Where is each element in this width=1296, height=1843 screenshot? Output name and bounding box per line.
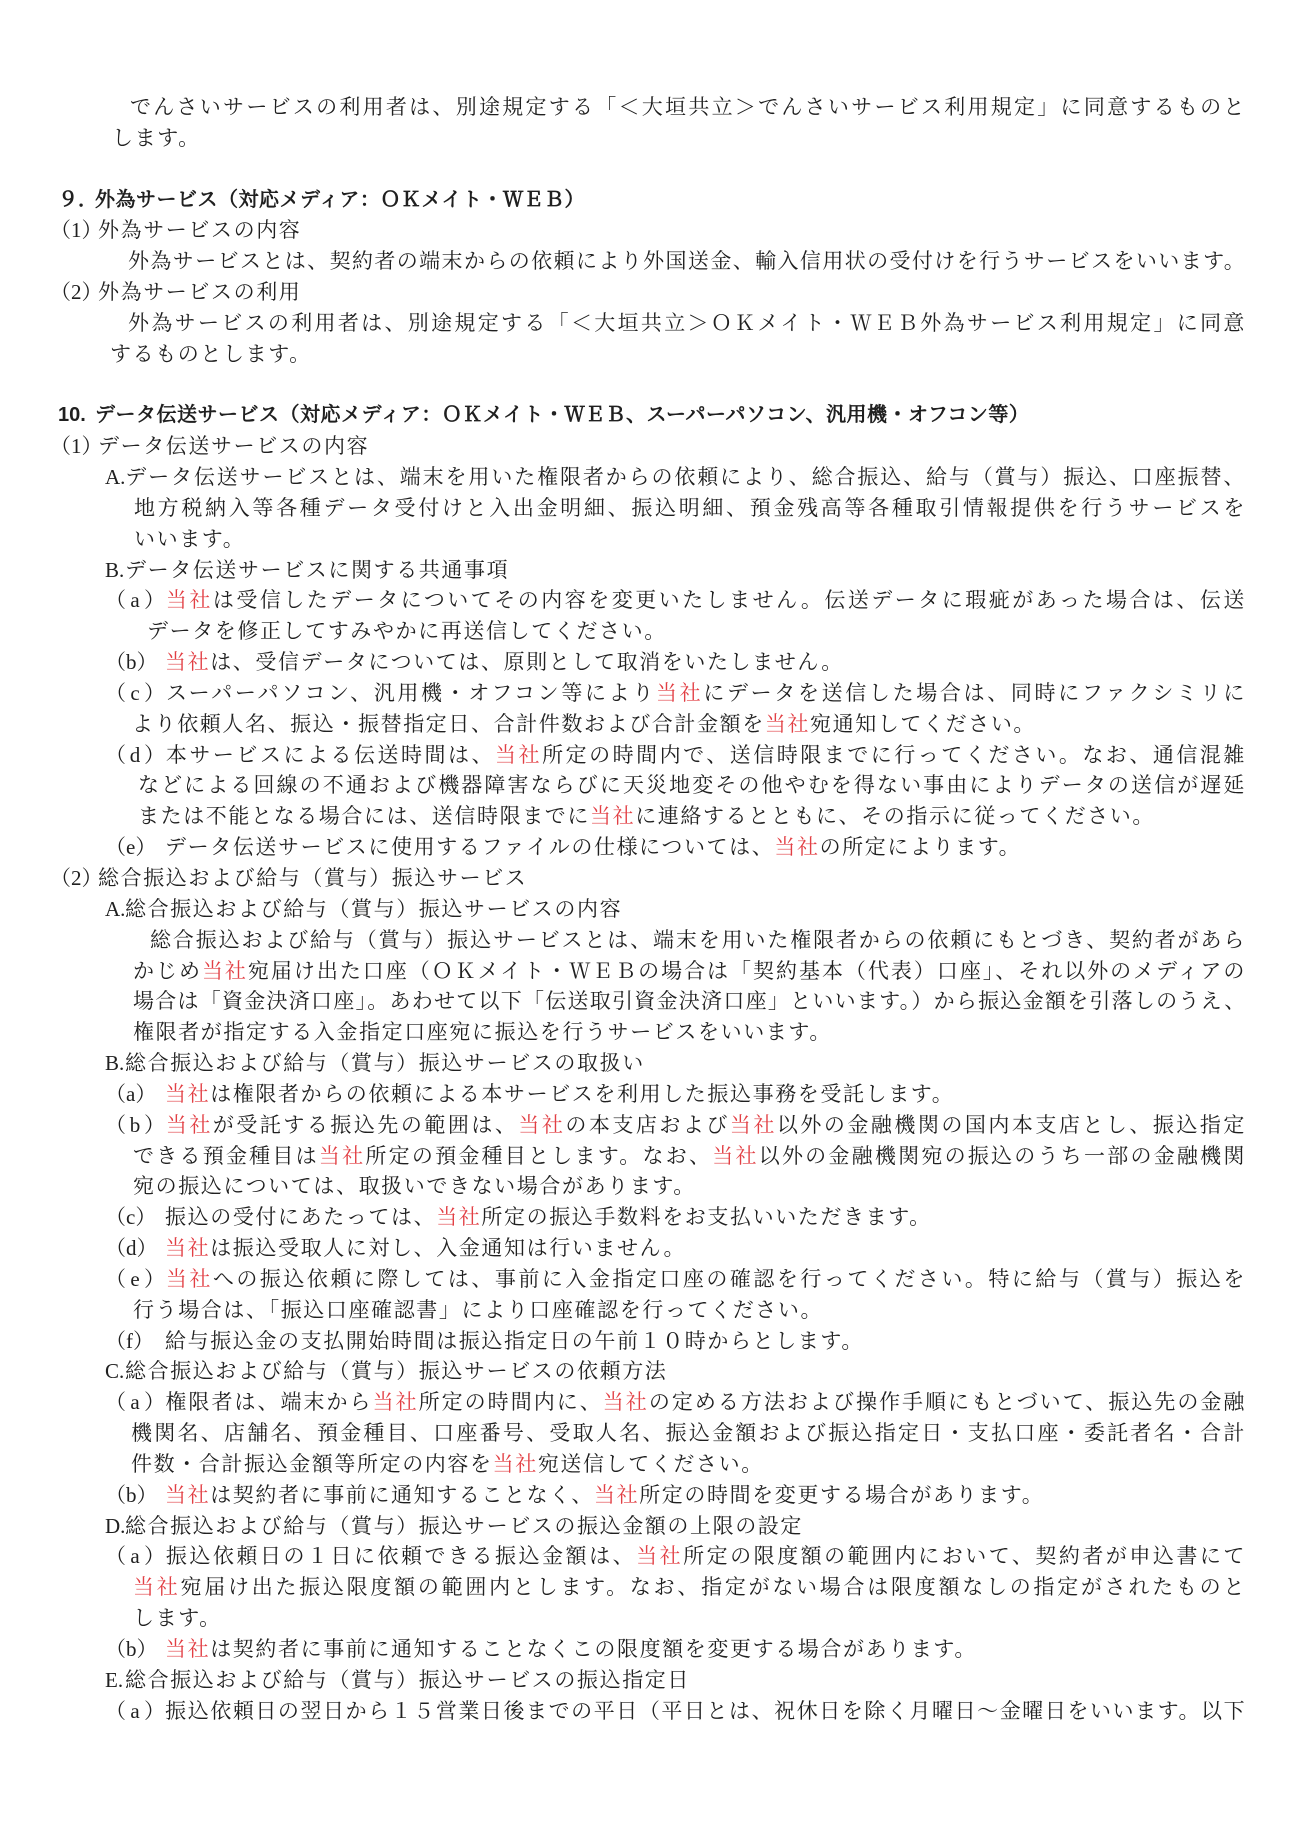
text-segment-red: 当社 (165, 650, 211, 675)
text-line (150, 927, 1246, 956)
item-label: ９． (58, 188, 98, 211)
item-label: （a） (105, 1390, 165, 1415)
text-segment: 所定の時間内で、送信時限までに行ってください。なお、通信混雑 (542, 742, 1246, 767)
text-segment: に連絡するとともに、その指示に従ってください。 (635, 804, 1156, 829)
text-segment: 宛通知してください。 (810, 711, 1037, 736)
text-segment-red: 当社 (602, 1390, 649, 1415)
text-segment: にデータを送信した場合は、同時にファクシミリに (703, 680, 1246, 705)
text-line (105, 557, 509, 584)
text-segment: データ伝送サービス（対応メディア：ＯＫメイト・ＷＥＢ、スーパーパソコン、汎用機・オフコン等） (95, 404, 1030, 427)
text-line (130, 94, 1246, 123)
text-segment: 振込の受付にあたっては、 (165, 1205, 437, 1230)
section-heading-line (58, 402, 1029, 429)
text-segment: より依頼人名、振込・振替指定日、合計件数および合計金額を (132, 711, 765, 736)
text-segment: 場合は「資金決済口座」。あわせて以下「伝送取引資金決済口座」といいます。）から振込金額を引落しのうえ、 (133, 989, 1246, 1014)
text-segment: 所定の限度額の範囲内において、契約者が申込書にて (683, 1544, 1246, 1569)
text-segment-red: 当社 (165, 1081, 211, 1106)
text-line (105, 1235, 686, 1262)
text-segment: 地方税納入等各種データ受付けと入出金明細、振込明細、預金残高等各種取引情報提供を行うサービスを (134, 495, 1246, 520)
text-line (132, 711, 1036, 738)
text-line (147, 618, 667, 645)
item-label: （2） (50, 866, 103, 890)
item-label: （c） (105, 680, 165, 705)
text-line (105, 587, 1246, 616)
text-segment: は権限者からの依頼による本サービスを利用した振込事務を受託します。 (210, 1081, 955, 1106)
text-line (105, 896, 622, 923)
text-line (138, 772, 1246, 801)
text-line (110, 341, 312, 368)
text-segment: は振込受取人に対し、入金通知は行いません。 (210, 1236, 687, 1261)
text-line (105, 1667, 690, 1694)
text-line (105, 1112, 1246, 1141)
text-segment-red: 当社 (165, 1637, 211, 1661)
text-segment-red: 当社 (518, 1112, 566, 1137)
text-segment: 外為サービスの内容 (98, 218, 302, 243)
text-segment: 所定の振込手数料をお支払いいただきます。 (481, 1205, 932, 1230)
text-segment: データを修正してすみやかに再送信してください。 (147, 619, 667, 644)
text-segment: 行う場合は、「振込口座確認書」により口座確認を行ってください。 (133, 1297, 824, 1322)
text-segment: は受信したデータについてその内容を変更いたしません。伝送データに瑕疵があった場合は、伝送 (212, 588, 1246, 613)
text-segment: 機関名、店舗名、預金種目、口座番号、受取人名、振込金額および振込指定日・支払口座・委託者名・合計 (131, 1421, 1246, 1446)
text-line (105, 1358, 667, 1385)
item-label: （b） (105, 1637, 158, 1661)
item-label: （e） (105, 1266, 165, 1291)
item-label: （b） (105, 1112, 165, 1137)
text-segment: 宛届け出た口座（ＯＫメイト・ＷＥＢの場合は「契約基本（代表）口座」、それ以外のメディアの (247, 958, 1246, 983)
text-segment: 権限者が指定する入金指定口座宛に振込を行うサービスをいいます。 (133, 1020, 832, 1045)
text-segment: または不能となる場合には、送信時限までに (138, 804, 590, 829)
item-label: D. (105, 1513, 126, 1538)
text-segment-red: 当社 (318, 1143, 366, 1168)
text-line (134, 526, 245, 553)
text-line (50, 433, 369, 460)
item-label: （2） (50, 280, 103, 305)
item-label: 10. (58, 404, 86, 427)
text-segment: 総合振込および給与（賞与）振込サービスの依頼方法 (125, 1359, 668, 1384)
text-line (133, 1297, 823, 1324)
text-segment: 振込依頼日の１日に依頼できる振込金額は、 (165, 1544, 637, 1569)
item-label: （b） (105, 1482, 158, 1507)
text-segment: などによる回線の不通および機器障害ならびに天災地変その他やむを得ない事由によりデータの送信が遅延 (138, 773, 1246, 798)
text-line (133, 1143, 1246, 1172)
text-line (128, 248, 1246, 277)
text-segment: 件数・合計振込金額等所定の内容を (131, 1451, 493, 1476)
text-line (138, 803, 1155, 830)
text-segment-red: 当社 (764, 711, 811, 736)
text-segment: は契約者に事前に通知することなく、 (210, 1482, 594, 1507)
text-segment: 以外の金融機関宛の振込のうち一部の金融機関 (758, 1143, 1246, 1168)
item-label: B. (105, 1051, 125, 1076)
item-label: （d） (105, 742, 165, 767)
text-segment: 総合振込および給与（賞与）振込サービスの振込指定日 (125, 1667, 690, 1692)
text-line (131, 1451, 764, 1478)
item-label: （b） (105, 650, 158, 675)
text-segment-red: 当社 (372, 1390, 419, 1415)
text-line (105, 1328, 864, 1355)
text-line (105, 1543, 1246, 1572)
item-label: A. (105, 896, 126, 921)
text-segment: データ伝送サービスに使用するファイルの仕様については、 (165, 835, 775, 860)
text-segment: 外為サービスとは、契約者の端末からの依頼により外国送金、輸入信用状の受付けを行うサービスをいいます。 (128, 249, 1246, 274)
text-line (105, 742, 1246, 771)
text-segment-red: 当社 (165, 588, 213, 613)
text-line (128, 310, 1246, 339)
text-line (105, 1698, 1246, 1727)
text-line (105, 1266, 1246, 1295)
text-line (133, 1574, 1246, 1603)
text-segment: かじめ (133, 958, 202, 983)
text-segment-red: 当社 (165, 1236, 211, 1261)
item-label: （a） (105, 588, 165, 613)
item-label: （a） (105, 1698, 165, 1723)
item-label: E. (105, 1667, 124, 1692)
text-line (105, 464, 1246, 493)
item-label: （a） (105, 1081, 157, 1106)
item-label: （e） (105, 835, 157, 860)
text-line (50, 279, 301, 306)
text-segment: 総合振込および給与（賞与）振込サービス (98, 866, 528, 890)
text-segment: 給与振込金の支払開始時間は振込指定日の午前１０時からとします。 (165, 1328, 864, 1353)
text-segment: 総合振込および給与（賞与）振込サービスの振込金額の上限の設定 (125, 1513, 803, 1538)
text-segment: 所定の時間を変更する場合があります。 (639, 1482, 1045, 1507)
text-segment: の本支店および (565, 1112, 730, 1137)
text-segment-red: 当社 (165, 1112, 213, 1137)
text-segment-red: 当社 (729, 1112, 777, 1137)
text-line (133, 1019, 832, 1046)
text-line (133, 988, 1246, 1017)
item-label: C. (105, 1359, 125, 1384)
text-segment: への振込依頼に際しては、事前に入金指定口座の確認を行ってください。特に給与（賞与）振込を (212, 1266, 1246, 1291)
text-segment: の定める方法および操作手順にもとづいて、振込先の金融 (648, 1390, 1246, 1415)
text-segment: 外為サービスの利用者は、別途規定する「＜大垣共立＞ＯＫメイト・ＷＥＢ外為サービス利用規定」に同意 (128, 310, 1246, 335)
section-heading-line (58, 187, 585, 214)
text-line (50, 865, 527, 892)
text-segment: 総合振込および給与（賞与）振込サービスの内容 (125, 896, 623, 921)
text-segment: 振込依頼日の翌日から１５営業日後までの平日（平日とは、祝休日を除く月曜日～金曜日をいいます。以下 (165, 1698, 1246, 1723)
text-line (105, 1513, 803, 1540)
text-line (131, 1420, 1246, 1449)
text-line (133, 958, 1246, 987)
text-segment-red: 当社 (436, 1205, 482, 1230)
text-segment: スーパーパソコン、汎用機・オフコン等により (165, 680, 656, 705)
text-segment: します。 (133, 1606, 222, 1631)
text-segment-red: 当社 (593, 1482, 640, 1507)
text-line (112, 125, 201, 152)
item-label: （1） (50, 218, 103, 243)
text-line (105, 680, 1246, 709)
text-segment-red: 当社 (590, 804, 636, 829)
text-segment: するものとします。 (110, 341, 312, 366)
text-segment-red: 当社 (636, 1544, 684, 1569)
text-segment-red: 当社 (133, 1575, 181, 1600)
text-segment: の所定によります。 (819, 835, 1022, 860)
text-segment-red: 当社 (165, 1266, 213, 1291)
text-line (105, 1204, 932, 1231)
text-segment: データ伝送サービスに関する共通事項 (125, 557, 510, 582)
text-line (105, 1389, 1246, 1418)
text-segment: 宛の振込については、取扱いできない場合があります。 (133, 1174, 696, 1199)
text-segment: データ伝送サービスの内容 (98, 434, 370, 459)
text-line (133, 1173, 696, 1200)
text-segment-red: 当社 (492, 1451, 538, 1476)
text-segment: でんさいサービスの利用者は、別途規定する「＜大垣共立＞でんさいサービス利用規定」に同意するものと (130, 95, 1246, 119)
text-segment: できる預金種目は (133, 1143, 319, 1168)
text-line (105, 649, 844, 676)
text-segment: 所定の預金種目とします。なお、 (365, 1143, 713, 1168)
text-line (50, 217, 301, 244)
text-segment: 外為サービスの利用 (98, 280, 302, 305)
text-segment-red: 当社 (201, 958, 248, 983)
text-segment-red: 当社 (712, 1143, 759, 1168)
text-segment: 所定の時間内に、 (418, 1390, 603, 1415)
text-segment-red: 当社 (495, 742, 543, 767)
text-segment: 本サービスによる伝送時間は、 (165, 742, 496, 767)
text-segment: いいます。 (134, 526, 246, 551)
text-segment: 権限者は、端末から (165, 1390, 373, 1415)
text-segment: は、受信データについては、原則として取消をいたしません。 (210, 650, 844, 675)
text-segment: 宛届け出た振込限度額の範囲内とします。なお、指定がない場合は限度額なしの指定がされたものと (180, 1575, 1246, 1600)
text-segment: します。 (112, 125, 201, 150)
text-line (105, 1482, 1044, 1509)
text-segment: データ伝送サービスとは、端末を用いた権限者からの依頼により、総合振込、給与（賞与）振込、口座振替、 (125, 465, 1246, 490)
item-label: B. (105, 557, 125, 582)
text-segment: 宛送信してください。 (537, 1451, 764, 1476)
text-line (134, 495, 1246, 524)
text-line (133, 1605, 222, 1632)
text-line (105, 1081, 954, 1108)
item-label: （c） (105, 1205, 157, 1230)
text-segment-red: 当社 (165, 1482, 211, 1507)
text-segment: 総合振込および給与（賞与）振込サービスとは、端末を用いた権限者からの依頼にもとづき、契約者があら (150, 927, 1246, 952)
text-segment: は契約者に事前に通知することなくこの限度額を変更する場合があります。 (210, 1637, 977, 1661)
item-label: （f） (105, 1328, 154, 1353)
text-line (105, 834, 1021, 861)
text-segment: 外為サービス（対応メディア：ＯＫメイト・ＷＥＢ） (95, 188, 585, 211)
text-segment-red: 当社 (655, 680, 704, 705)
text-segment: 総合振込および給与（賞与）振込サービスの取扱い (125, 1051, 645, 1076)
item-label: （a） (105, 1544, 165, 1569)
text-segment-red: 当社 (774, 835, 820, 860)
text-segment: が受託する振込先の範囲は、 (212, 1112, 519, 1137)
item-label: （1） (50, 434, 103, 459)
item-label: A. (105, 465, 126, 490)
item-label: （d） (105, 1236, 158, 1261)
text-line (105, 1050, 645, 1077)
text-segment: 以外の金融機関の国内本支店とし、振込指定 (776, 1112, 1246, 1137)
text-line (105, 1636, 977, 1663)
